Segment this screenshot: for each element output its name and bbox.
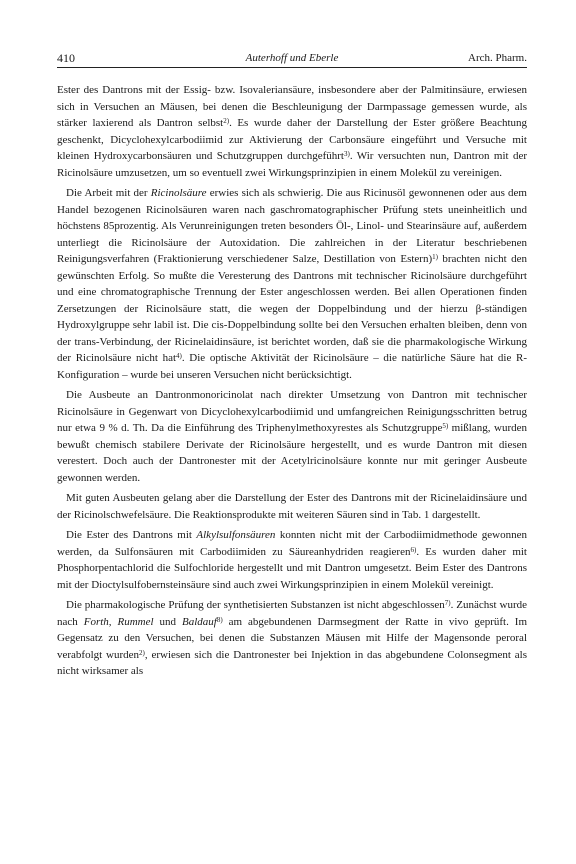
paragraph [57, 597, 527, 680]
italic-term: Alkylsulfonsäuren [196, 529, 276, 541]
footnote-ref: 2) [223, 117, 230, 125]
text-run: konnten nicht mit der Carbodiimidmethode gewonnen werden, da Sulfonsäuren mit Carbodiimiden zu Säureanhydriden reagieren [57, 529, 527, 558]
footnote-ref: 6) [410, 545, 417, 554]
text-run: Mit guten Ausbeuten gelang aber die Darstellung der Ester des Dantrons mit der Ricinelaidinsäure und der Ricinolschwefelsäure. Die Reaktionsprodukte mit weiteren Säuren sind in Tab. 1 dargestellt. [57, 492, 527, 521]
italic-term: Baldauf [181, 615, 217, 628]
italic-term: Ricinolsäure [150, 187, 207, 199]
body-text [57, 82, 527, 684]
footnote-ref: 8) [216, 615, 223, 624]
text-run: Die Arbeit mit der [66, 187, 151, 199]
text-run: . Es wurde daher der Darstellung der Ester größere Beachtung geschenkt, Dicyclohexylcarbodiimid zur Aktivierung der Carbonsäure eingeführt und Versuche mit kleinen Hydroxycarbonsäuren und Schutzgruppen durchgeführt [57, 117, 528, 162]
text-run: und [153, 615, 182, 628]
running-header-authors: Auterhoff und Eberle [245, 52, 339, 64]
footnote-ref: 2) [139, 648, 145, 657]
text-run: . Wir versuchten nun, Dantron mit der Ricinolsäure umzusetzen, um so eventuell zwei Wirkungsprinzipien in einem Molekül zu vereinigen. [57, 150, 527, 179]
paragraph [57, 490, 527, 523]
text-run: Die Ester des Dantrons mit [66, 529, 197, 541]
text-run: am abgebundenen Darmsegment der Ratte in vivo geprüft. Im Gegensatz zu den Versuchen, bei denen die Substanzen Mäusen mit Hilfe der Magensonde peroral verabfolgt wurden [57, 615, 528, 661]
text-run: , erwiesen sich die Dantronester bei Injektion in das abgebundene Colonsegment als nicht wirksamer als [57, 648, 527, 677]
text-run: mißlang, wurden bewußt chemisch stabilere Derivate der Ricinolsäure hergestellt, und es wurde Dantron mit diesen verestert. Doch auch der Dantronester mit der Acetylricinolsäure konnte nur mit geringer Ausbeute gewonnen werden. [57, 422, 527, 484]
text-run: . Die optische Aktivität der Ricinolsäure – die natürliche Säure hat die R-Konfiguration – wurde bei unseren Versuchen nicht berücksichtigt. [57, 352, 527, 381]
footnote-ref: 4) [176, 352, 182, 360]
paragraph [57, 185, 527, 383]
header-rule [57, 67, 527, 68]
page-number: 410 [57, 51, 75, 65]
footnote-ref: 1) [432, 253, 438, 261]
text-run: brachten nicht den gewünschten Erfolg. So mußte die Veresterung des Dantrons mit technischer Ricinolsäure durchgeführt und eine chromatographische Trennung der Ester angeschlossen werden. Bei allen Operationen finden Zersetzungen der Ricinolsäure statt, die wegen der Doppelbindung und der hierzu β-ständigen Hydroxylgruppe sehr labil ist. Die cis-Doppelbindung sollte bei den Versuchen erhalten bleiben, denn von der trans-Verbindung, der Ricinelaidinsäure, ist berichtet worden, daß sie die pharmakologische Wirkung der Ricinolsäure nicht hat [57, 253, 527, 364]
text-run: erwies sich als schwierig. Die aus Ricinusöl gewonnenen oder aus dem Handel bezogenen Ricinolsäuren waren nach gaschromatographischer Prüfung stets uneinheitlich und höchstens 85prozentig. Als Verunreinigungen treten besonders Öl-, Linol- und Stearinsäure auf, außerdem unterliegt die Ricinolsäure der Autoxidation. Die zahlreichen in der Literatur beschriebenen Reinigungsverfahren (Fraktionierung verschiedener Salze, Destillation von Estern) [57, 187, 527, 265]
running-header [57, 50, 527, 66]
footnote-ref: 5) [442, 422, 449, 430]
footnote-ref: 7) [444, 599, 451, 607]
paragraph [57, 527, 527, 593]
text-run: . Zunächst wurde nach [57, 599, 528, 628]
running-header-journal: Arch. Pharm. [468, 52, 527, 64]
paragraph [57, 82, 527, 181]
text-run: . Es wurden daher mit Phosphorpentachlorid die Sulfochloride hergestellt und mit Dantron umgesetzt. Beim Ester des Dantrons mit der Dioctylsulfobernsteinsäure sind auch zwei Wirkungsprinzipien in einem Molekül vereinigt. [57, 545, 527, 591]
text-run: Die Ausbeute an Dantronmonoricinolat nach direkter Umsetzung von Dantron mit technischer Ricinolsäure in Gegenwart von Dicyclohexylcarbodiimid und umfangreichen Reinigungsschritten betrug nur etwa 9 % d. Th. Da die Einführung des Triphenylmethoxyrestes als Schutzgruppe [57, 389, 527, 434]
text-run: Die pharmakologische Prüfung der synthetisierten Substanzen ist nicht abgeschlossen [66, 599, 445, 611]
paragraph [57, 387, 527, 486]
italic-term: Forth, Rummel [83, 615, 154, 628]
footnote-ref: 3) [343, 150, 350, 158]
text-run: Ester des Dantrons mit der Essig- bzw. Isovaleriansäure, insbesondere aber der Palmitinsäure, erwiesen sich in Versuchen an Mäusen, bei denen die Beschleunigung der Darmpassage gemessen wurde, als stärker laxierend als Dantron selbst [57, 84, 527, 129]
